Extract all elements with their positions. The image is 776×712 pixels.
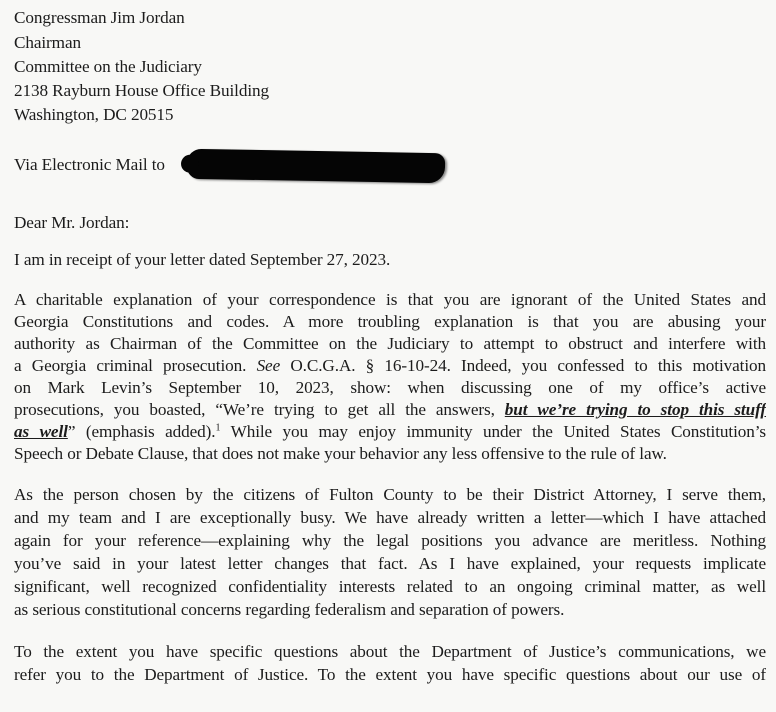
address-name: Congressman Jim Jordan	[14, 8, 185, 27]
emphasized-quote-end: as well	[14, 422, 68, 441]
greeting: Dear Mr. Jordan:	[14, 213, 130, 232]
footnote-marker: 1	[215, 422, 221, 434]
redaction-mark	[187, 149, 445, 183]
p2-line-6: prosecutions, you boasted, “We’re trying to get all the answers, but we’re trying to stop this stuff	[14, 400, 766, 419]
p4-line-2: refer you to the Department of Justice. To the extent you have specific questions about our use of	[14, 665, 766, 684]
p2-line-5: on Mark Levin’s September 10, 2023, show: when discussing one of my office’s active	[14, 378, 766, 397]
emphasized-quote: but we’re trying to stop this stuff	[504, 400, 766, 419]
address-committee: Committee on the Judiciary	[14, 57, 202, 76]
p2-line-2: Georgia Constitutions and codes. A more troubling explanation is that you are abusing your	[14, 312, 766, 331]
via-email-label: Via Electronic Mail to	[14, 155, 165, 174]
address-title: Chairman	[14, 33, 81, 52]
p2-line-8: Speech or Debate Clause, that does not make your behavior any less offensive to the rule of law.	[14, 444, 667, 463]
p3-line-4: you’ve said in your latest letter changes that fact. As I have explained, your requests implicate	[14, 554, 766, 573]
p2-line-1: A charitable explanation of your correspondence is that you are ignorant of the United States and	[14, 290, 766, 309]
p2-line-3: authority as Chairman of the Committee on the Judiciary to attempt to obstruct and interfere with	[14, 334, 766, 353]
p3-line-2: and my team and I are exceptionally busy. We have already written a letter—which I have attached	[14, 508, 766, 527]
p3-line-6: as serious constitutional concerns regarding federalism and separation of powers.	[14, 600, 565, 619]
address-city: Washington, DC 20515	[14, 105, 174, 124]
p3-line-3: again for your reference—explaining why the legal positions you advance are meritless. Nothing	[14, 531, 766, 550]
p2-line-4: a Georgia criminal prosecution. See O.C.G.A. § 16-10-24. Indeed, you confessed to this motivation	[14, 356, 766, 375]
see-signal: See	[256, 356, 281, 375]
paragraph-receipt: I am in receipt of your letter dated September 27, 2023.	[14, 250, 391, 269]
p2-line-7: as well” (emphasis added).$^1$ While you may enjoy immunity under the United States Constitution’s	[14, 422, 766, 441]
p3-line-1: As the person chosen by the citizens of Fulton County to be their District Attorney, I serve them,	[14, 485, 766, 504]
p3-line-5: significant, well recognized confidentiality interests related to an ongoing criminal matter, as well	[14, 577, 766, 596]
p4-line-1: To the extent you have specific questions about the Department of Justice’s communications, we	[14, 642, 766, 661]
address-street: 2138 Rayburn House Office Building	[14, 81, 270, 100]
